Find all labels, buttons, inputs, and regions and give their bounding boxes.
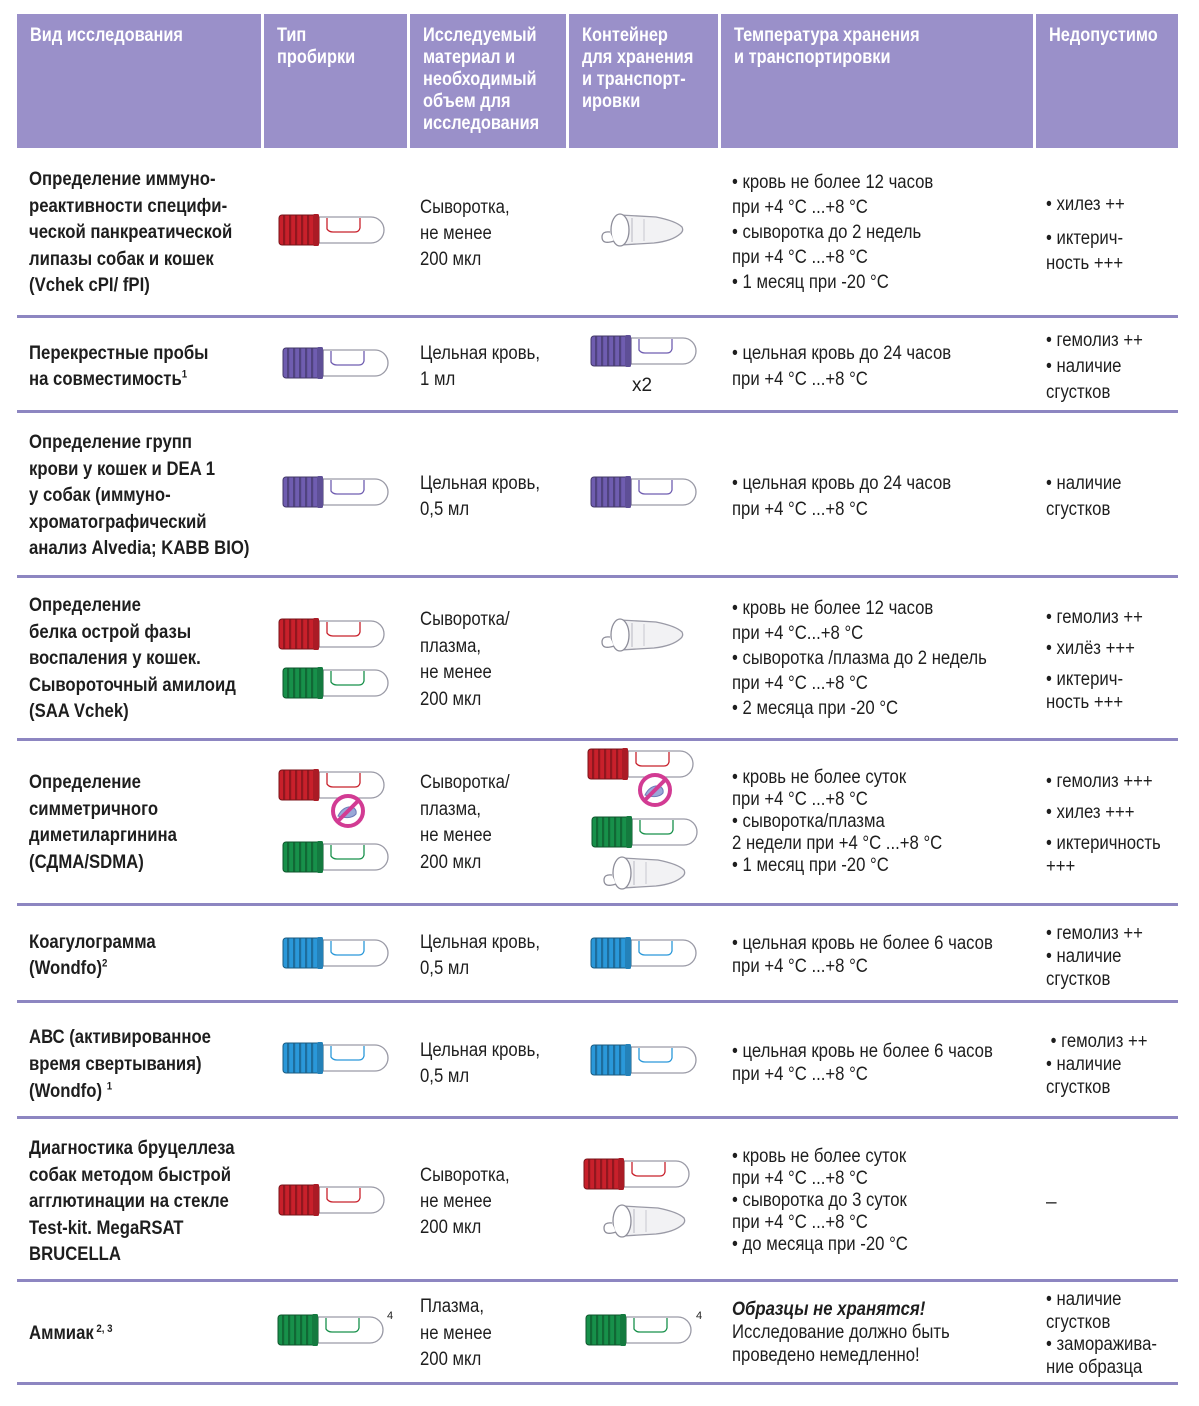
text-line: не менее [420, 1322, 492, 1344]
row-separator [17, 1382, 1178, 1385]
text-line: Коагулограмма [29, 932, 156, 953]
text-line: • сыворотка/плазма [732, 811, 885, 832]
text-line: Сыворотка/ [420, 772, 510, 793]
row-2-test-name [29, 341, 258, 393]
text-line: • цельная кровь не более 6 часов [732, 933, 993, 954]
row-9-tube-footnote: 4 [387, 1310, 394, 1322]
violet-tube-icon [281, 474, 393, 510]
green-container-tube-icon [590, 814, 702, 850]
row-5-temperature [732, 767, 1031, 877]
row-1-temperature [732, 170, 1031, 295]
text-line: 200 мкл [420, 851, 482, 873]
text-line: • наличие [1046, 473, 1122, 494]
header-col-tube-type-label: Тип пробирки [277, 25, 356, 68]
row-3-test-name [29, 430, 258, 563]
row-6-test-name [29, 930, 258, 982]
text-line [29, 1321, 258, 1346]
text-line: Сыворотка, [420, 197, 510, 218]
text-fragment: (Wondfo) [29, 958, 103, 979]
row-separator [17, 903, 1178, 906]
text-line: сгустков [1046, 499, 1111, 520]
green-container-tube-icon [584, 1312, 696, 1348]
text-line: при +4 °C ...+8 °C [732, 789, 868, 810]
text-line: сгустков [1046, 382, 1111, 403]
header-line: объем для [423, 91, 511, 112]
text-line: • 1 месяц при -20 °C [732, 855, 889, 876]
text-line: ческой панкреатической [29, 222, 233, 243]
row-5-unacceptable [1046, 770, 1187, 878]
text-line: ность +++ [1046, 253, 1124, 274]
text-line: (Vchek cPI/ fPI) [29, 275, 150, 296]
text-line: Цельная кровь, [420, 343, 540, 364]
red-tube-icon [277, 616, 389, 652]
blue-tube-icon [281, 935, 393, 971]
text-line: диметиларгинина [29, 825, 177, 846]
text-line: Сывороточный амилоид [29, 674, 236, 696]
row-6-temperature [732, 932, 1031, 978]
row-8-test-name [29, 1136, 258, 1269]
blue-container-tube-icon [589, 1042, 701, 1078]
text-line: • иктерич- [1046, 228, 1124, 249]
header-col-material-label [423, 25, 541, 135]
row-7-material [420, 1038, 578, 1090]
text-line: 0,5 мл [420, 499, 470, 520]
text-line: (СДМА/SDMA) [29, 851, 144, 873]
row-1-test-name [29, 167, 258, 300]
text-line: Определение групп [29, 432, 193, 453]
header-col-test-type-label: Вид исследования [30, 25, 183, 46]
row-3-temperature [732, 471, 1031, 523]
header-line: материал и [423, 47, 516, 68]
header-line: ировки [582, 91, 641, 112]
text-line: Сыворотка/ [420, 609, 510, 630]
row-separator [17, 1000, 1178, 1003]
text-line: АВС (активированное [29, 1027, 211, 1048]
text-line: ность +++ [1046, 692, 1124, 713]
text-line: • 2 месяца при -20 °C [732, 698, 899, 719]
text-line: при +4 °C ...+8 °C [732, 197, 868, 218]
text-line: Сыворотка, [420, 1165, 510, 1186]
footnote-ref: 1 [181, 368, 188, 381]
row-8-unacceptable: – [1046, 1192, 1057, 1213]
row-separator [17, 738, 1178, 741]
text-line: 2 недели при +4 °C ...+8 °C [732, 833, 943, 854]
text-line: при +4 °C ...+8 °C [732, 247, 868, 268]
text-line: Диагностика бруцеллеза [29, 1138, 235, 1159]
text-line: • наличие [1046, 356, 1122, 377]
header-col-container [569, 14, 718, 148]
text-line: • цельная кровь до 24 часов [732, 343, 952, 364]
text-line: анализ Alvedia; KABB BIO) [29, 538, 250, 559]
row-9-temperature [732, 1298, 1031, 1367]
text-line: не менее [420, 1191, 492, 1212]
text-line: не менее [420, 825, 492, 846]
text-line: • гемолиз ++ [1046, 607, 1143, 628]
text-line: симметричного [29, 798, 159, 820]
text-line: 200 мкл [420, 249, 482, 270]
text-line: BRUCELLA [29, 1244, 121, 1265]
row-8-material [420, 1163, 578, 1241]
text-line: сгустков [1046, 1077, 1111, 1098]
row-1-material [420, 195, 578, 273]
text-line: 0,5 мл [420, 958, 470, 979]
text-line: • до месяца при -20 °C [732, 1234, 908, 1255]
row-8-temperature [732, 1146, 1031, 1256]
text-line: • гемолиз ++ [1046, 1031, 1148, 1052]
text-line: • сыворотка до 2 недель [732, 222, 922, 243]
text-line: • гемолиз ++ [1046, 923, 1143, 944]
text-line: при +4 °C ...+8 °C [732, 369, 868, 390]
text-line: при +4 °C ...+8 °C [732, 1064, 868, 1085]
header-line: Контейнер [582, 25, 668, 46]
text-line: • наличие [1046, 1289, 1122, 1310]
row-1-unacceptable [1046, 192, 1187, 276]
footnote-ref: 1 [106, 1080, 113, 1093]
row-2-material [420, 341, 578, 393]
text-line: не менее [420, 223, 492, 244]
green-tube-icon [276, 1312, 388, 1348]
row-6-unacceptable [1046, 922, 1187, 991]
footnote-ref: 2 [102, 957, 108, 970]
text-line: Исследование должно быть [732, 1322, 950, 1343]
header-col-tube-type [264, 14, 407, 148]
row-9-unacceptable [1046, 1289, 1187, 1379]
text-line: • гемолиз ++ [1046, 330, 1143, 351]
header-col-temperature-label [734, 25, 986, 69]
row-3-unacceptable [1046, 471, 1187, 523]
text-line: при +4 °C ...+8 °C [732, 673, 868, 694]
text-line: плазма, [420, 798, 482, 820]
text-line: при +4 °C ...+8 °C [732, 1168, 868, 1189]
text-line: Перекрестные пробы [29, 343, 209, 364]
row-separator [17, 1279, 1178, 1282]
text-line: Определение [29, 772, 141, 793]
text-line: • цельная кровь до 24 часов [732, 473, 952, 494]
text-line: Test-kit. MegaRSAT [29, 1217, 184, 1239]
row-separator [17, 575, 1178, 578]
text-line: • заморажива- [1046, 1334, 1157, 1355]
footnote-ref: 2, 3 [96, 1322, 113, 1335]
text-line: • гемолиз +++ [1046, 771, 1153, 792]
text-line: • цельная кровь не более 6 часов [732, 1041, 993, 1062]
blue-container-tube-icon [589, 935, 701, 971]
text-line: Определение иммуно- [29, 169, 216, 190]
green-tube-icon [281, 839, 393, 875]
row-7-test-name [29, 1024, 258, 1105]
text-line: Образцы не хранятся! [732, 1299, 926, 1320]
text-line: при +4 °C...+8 °C [732, 623, 864, 644]
violet-tube-icon [281, 345, 393, 381]
row-9-material [420, 1294, 578, 1374]
header-line: и транспортировки [734, 47, 891, 68]
green-tube-icon [281, 665, 393, 701]
text-line: у собак (иммуно- [29, 485, 171, 506]
no-freeze-icon [636, 771, 674, 809]
text-line: время свертывания) [29, 1054, 202, 1075]
row-4-material [420, 607, 578, 713]
text-line: Определение [29, 595, 141, 616]
microtube-container-icon [598, 205, 688, 251]
microtube-container-icon [600, 1196, 690, 1242]
text-line: воспаления у кошек. [29, 648, 201, 669]
row-9-test-name [29, 1321, 258, 1346]
text-line: • кровь не более суток [732, 767, 907, 788]
text-line: Плазма, [420, 1296, 484, 1317]
header-line: Исследуемый [423, 25, 537, 46]
text-line: сгустков [1046, 969, 1111, 990]
text-fragment: на совместимость [29, 369, 182, 390]
row-separator [17, 315, 1178, 318]
text-line: крови у кошек и DEA 1 [29, 458, 216, 480]
text-fragment: (Wondfo) [29, 1081, 103, 1102]
text-line: • хилез +++ [1046, 802, 1135, 823]
row-5-test-name [29, 770, 258, 876]
text-line: 200 мкл [420, 1217, 482, 1238]
text-line: 1 мл [420, 369, 456, 390]
text-line: сгустков [1046, 1311, 1111, 1333]
text-line: • хилёз +++ [1046, 638, 1135, 659]
text-line: 200 мкл [420, 688, 482, 710]
text-line: • кровь не более суток [732, 1146, 907, 1167]
row-separator [17, 1116, 1178, 1119]
violet-container-tube-icon [589, 333, 701, 369]
row-4-test-name [29, 593, 258, 726]
header-line: необходимый [423, 69, 537, 90]
text-line: • 1 месяц при -20 °C [732, 272, 889, 293]
text-line: • иктерич- [1046, 669, 1124, 690]
header-line: и транспорт- [582, 69, 686, 90]
text-line: • хилез ++ [1046, 194, 1125, 215]
text-line: Цельная кровь, [420, 1040, 540, 1061]
row-7-unacceptable [1046, 1030, 1187, 1099]
text-line: липазы собак и кошек [29, 248, 214, 270]
text-line: Цельная кровь, [420, 473, 540, 494]
text-line: • иктеричность [1046, 833, 1161, 854]
text-line: плазма, [420, 635, 482, 657]
header-line: для хранения [582, 47, 694, 68]
text-line [29, 956, 258, 982]
text-line: Цельная кровь, [420, 932, 540, 953]
text-line: при +4 °C ...+8 °C [732, 956, 868, 977]
text-line [29, 367, 258, 393]
text-line: реактивности специфи- [29, 195, 228, 217]
text-line: ние образца [1046, 1356, 1143, 1378]
row-3-material [420, 471, 578, 523]
header-col-test-type [17, 14, 261, 148]
header-col-container-label [582, 25, 694, 113]
row-separator [17, 410, 1178, 413]
microtube-container-icon [600, 848, 690, 894]
row-2-container-multiplier: х2 [632, 375, 653, 396]
text-line: • сыворотка /плазма до 2 недель [732, 648, 987, 669]
text-line: • кровь не более 12 часов [732, 598, 934, 619]
text-line: • сыворотка до 3 суток [732, 1190, 907, 1211]
row-7-temperature [732, 1040, 1031, 1086]
row-4-temperature [732, 596, 1031, 721]
text-line: при +4 °C ...+8 °C [732, 499, 868, 520]
row-5-material [420, 770, 578, 876]
header-col-unacceptable [1036, 14, 1178, 148]
header-line: Температура хранения [734, 25, 920, 46]
text-line: • кровь не более 12 часов [732, 172, 934, 193]
violet-container-tube-icon [589, 474, 701, 510]
text-line [29, 1078, 258, 1105]
header-col-temperature [721, 14, 1033, 148]
text-line: проведено немедленно! [732, 1345, 920, 1366]
text-line: при +4 °C ...+8 °C [732, 1212, 868, 1233]
row-9-container-footnote: 4 [696, 1310, 703, 1322]
red-tube-icon [277, 1182, 389, 1218]
text-line: собак методом быстрой [29, 1164, 231, 1186]
row-2-unacceptable [1046, 328, 1187, 406]
no-freeze-icon [329, 792, 367, 830]
row-2-temperature [732, 341, 1031, 393]
header-col-material [410, 14, 566, 148]
header-col-unacceptable-label: Недопустимо [1049, 25, 1158, 46]
text-line: хроматографический [29, 511, 207, 533]
header-line: исследования [423, 113, 540, 134]
row-6-material [420, 930, 578, 982]
text-line: +++ [1046, 856, 1076, 877]
text-line: • наличие [1046, 1054, 1122, 1075]
red-tube-icon [277, 212, 389, 248]
text-line: не менее [420, 662, 492, 683]
text-line: (SAA Vchek) [29, 701, 129, 722]
text-line: белка острой фазы [29, 621, 192, 643]
microtube-container-icon [598, 610, 688, 656]
text-fragment: Аммиак [29, 1323, 94, 1344]
text-line: агглютинации на стекле [29, 1191, 229, 1212]
row-4-unacceptable [1046, 606, 1187, 714]
text-line: 0,5 мл [420, 1066, 470, 1087]
text-line: • наличие [1046, 946, 1122, 967]
blue-tube-icon [281, 1040, 393, 1076]
red-container-tube-icon [582, 1156, 694, 1192]
text-line: 200 мкл [420, 1349, 482, 1370]
